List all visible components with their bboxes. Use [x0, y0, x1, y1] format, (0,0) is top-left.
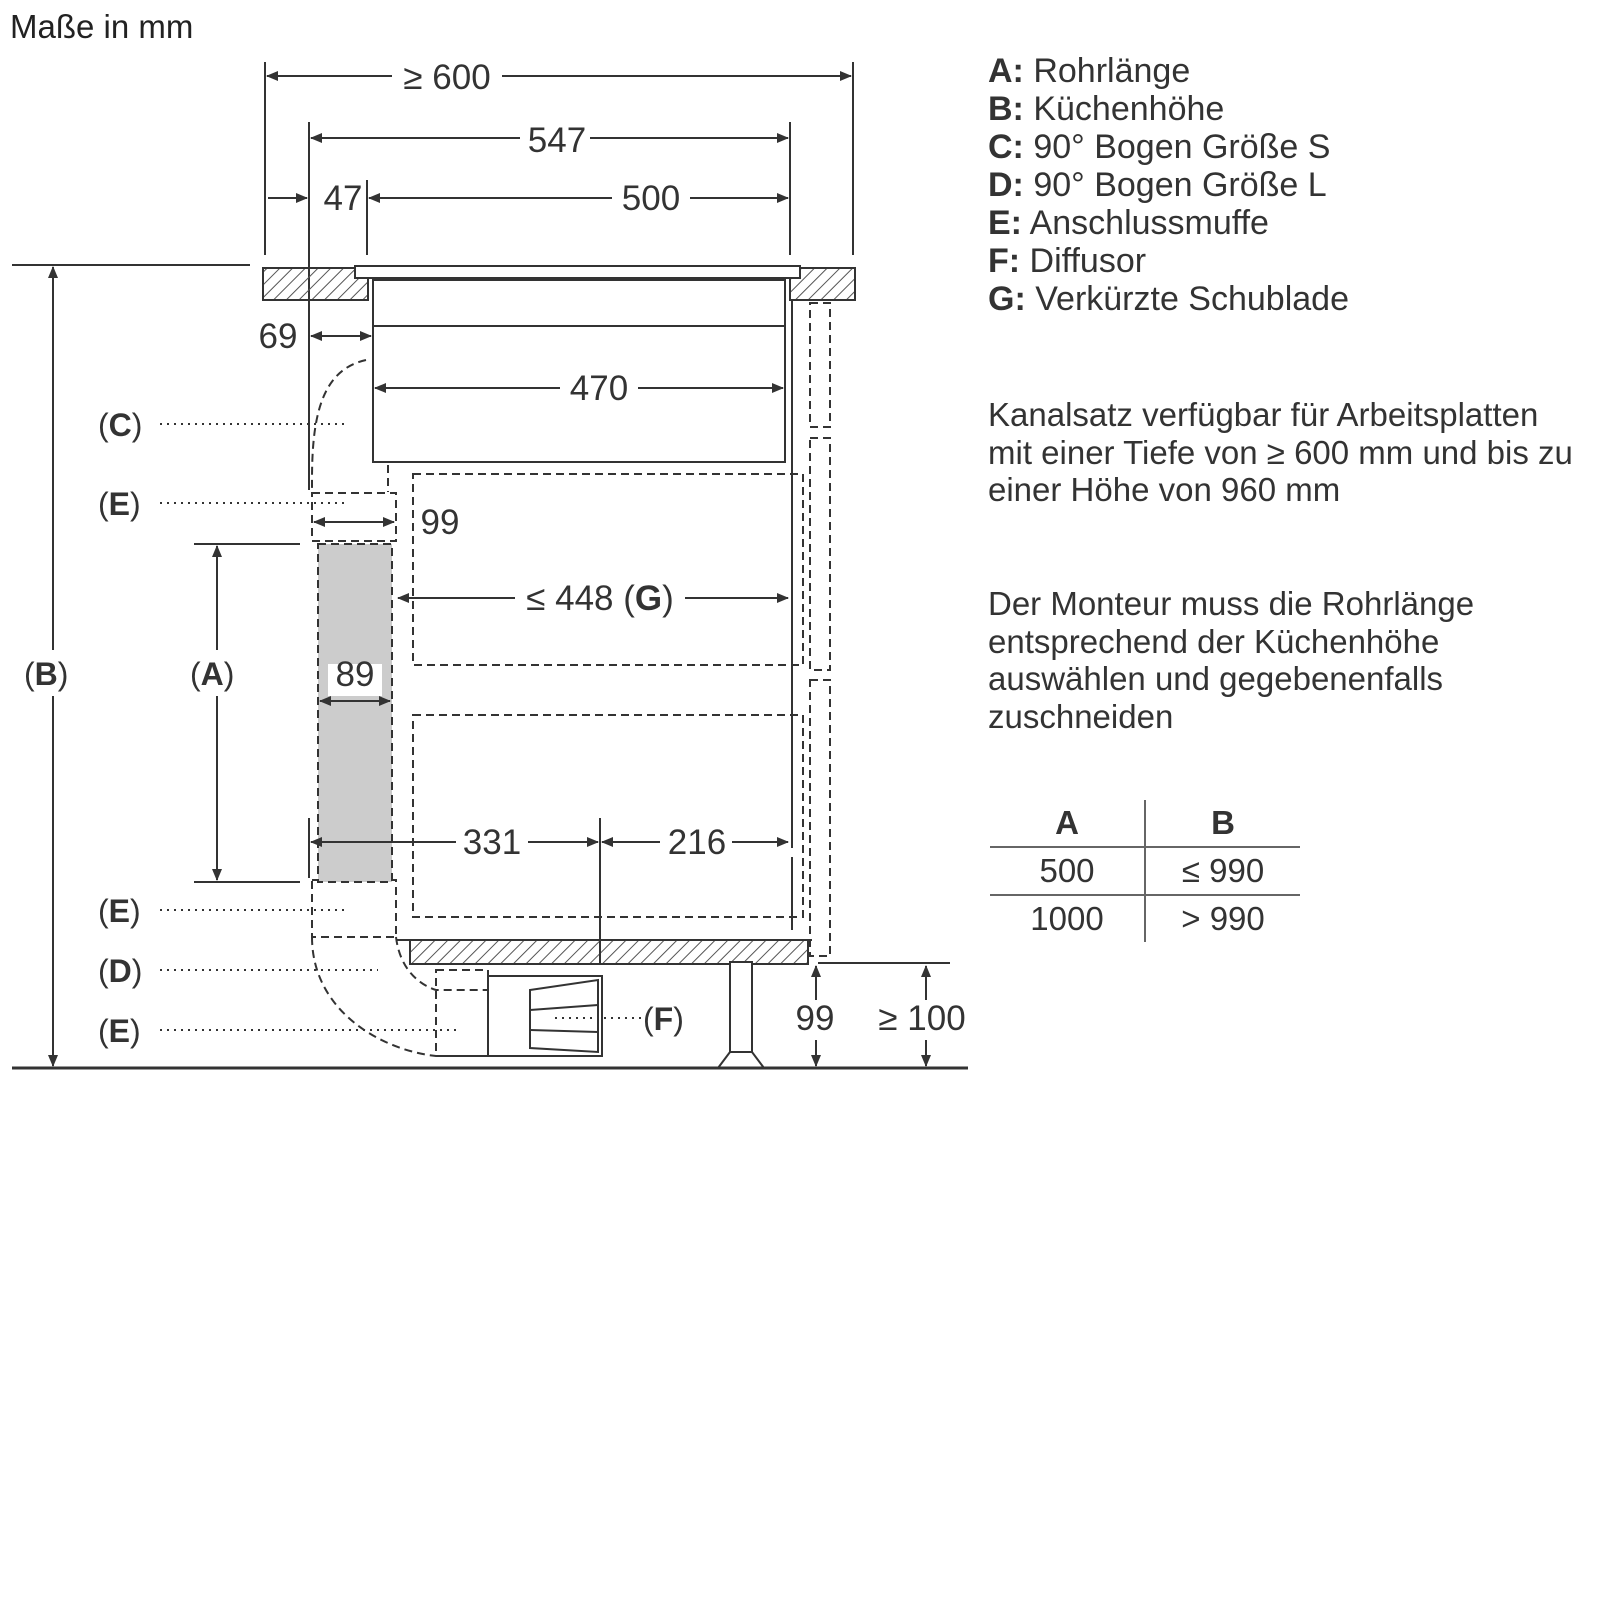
- dim-448-close: ): [662, 579, 674, 618]
- sleeve-e-bottom: [312, 880, 396, 937]
- legend-item-d: D: 90° Bogen Größe L: [988, 166, 1327, 204]
- dim-47: 47: [323, 179, 363, 218]
- legend-item-f: F: Diffusor: [988, 242, 1147, 280]
- callout-d: (D): [98, 953, 143, 989]
- lower-drawer-dashed: [413, 715, 803, 917]
- callout-f: (F): [643, 1001, 684, 1037]
- table-header-b: B: [1145, 800, 1300, 847]
- side-panel-dashed-2: [810, 438, 830, 670]
- cabinet-bottom: [410, 940, 808, 964]
- side-panel-dashed-3: [810, 680, 830, 956]
- pipe-a: [318, 544, 392, 882]
- legend: [988, 52, 1349, 318]
- table-header-a: A: [990, 800, 1145, 847]
- note-installer: Der Monteur muss die Rohrlänge entsprechend der Küchenhöhe auswählen und gegebenenfalls zuschneiden: [988, 585, 1475, 735]
- table-cell: ≤ 990: [1145, 847, 1300, 895]
- callout-e-lower: (E): [98, 1013, 141, 1049]
- dim-448: [526, 579, 674, 618]
- dim-547: 547: [527, 121, 587, 160]
- legend-item-a: A: Rohrlänge: [988, 52, 1191, 90]
- dim-448-g: G: [634, 579, 663, 618]
- dim-plinth-100: ≥ 100: [878, 999, 966, 1038]
- dim-89: 89: [335, 655, 375, 694]
- callout-a: (A): [190, 656, 235, 692]
- dim-69: 69: [258, 317, 298, 356]
- plinth-foot: [730, 962, 752, 1052]
- diffuser-louvers: [530, 980, 598, 1052]
- units-label: Maße in mm: [10, 8, 194, 45]
- callout-e-top: (E): [98, 486, 141, 522]
- dim-448-value: ≤ 448 (: [526, 579, 635, 618]
- dim-overall-width: ≥ 600: [403, 58, 491, 97]
- cooktop-body: [373, 280, 785, 326]
- table-cell: 500: [990, 847, 1145, 895]
- dim-99: 99: [420, 503, 460, 542]
- worktop-left: [263, 268, 368, 300]
- dim-470: 470: [569, 369, 629, 408]
- callout-b: (B): [24, 656, 69, 692]
- note-worktop-depth: Kanalsatz verfügbar für Arbeitsplatten mit einer Tiefe von ≥ 600 mm und bis zu einer Höhe von 960 mm: [988, 396, 1573, 508]
- side-panel-dashed-1: [810, 303, 830, 427]
- dim-500: 500: [621, 179, 681, 218]
- sleeve-e-lower: [436, 970, 488, 1056]
- sleeve-e-top: [312, 493, 396, 541]
- table-row: [990, 895, 1300, 942]
- table-cell: 1000: [990, 895, 1145, 942]
- shortened-drawer-dashed: [413, 474, 803, 665]
- legend-item-b: B: Küchenhöhe: [988, 90, 1225, 128]
- callout-c: (C): [98, 407, 143, 443]
- dim-216: 216: [667, 823, 727, 862]
- table-cell: > 990: [1181, 900, 1265, 937]
- cooktop-glass: [355, 266, 800, 278]
- dim-331: 331: [462, 823, 522, 862]
- callout-e-bottom: (E): [98, 893, 141, 929]
- plinth-foot-base: [718, 1052, 764, 1068]
- legend-item-g: G: Verkürzte Schublade: [988, 280, 1349, 318]
- table-row: [990, 847, 1300, 895]
- pipe-length-table: [990, 800, 1300, 942]
- legend-item-c: C: 90° Bogen Größe S: [988, 128, 1331, 166]
- dim-plinth-99: 99: [795, 999, 835, 1038]
- legend-item-e: E: Anschlussmuffe: [988, 204, 1269, 242]
- bend-c-outer: [312, 360, 366, 492]
